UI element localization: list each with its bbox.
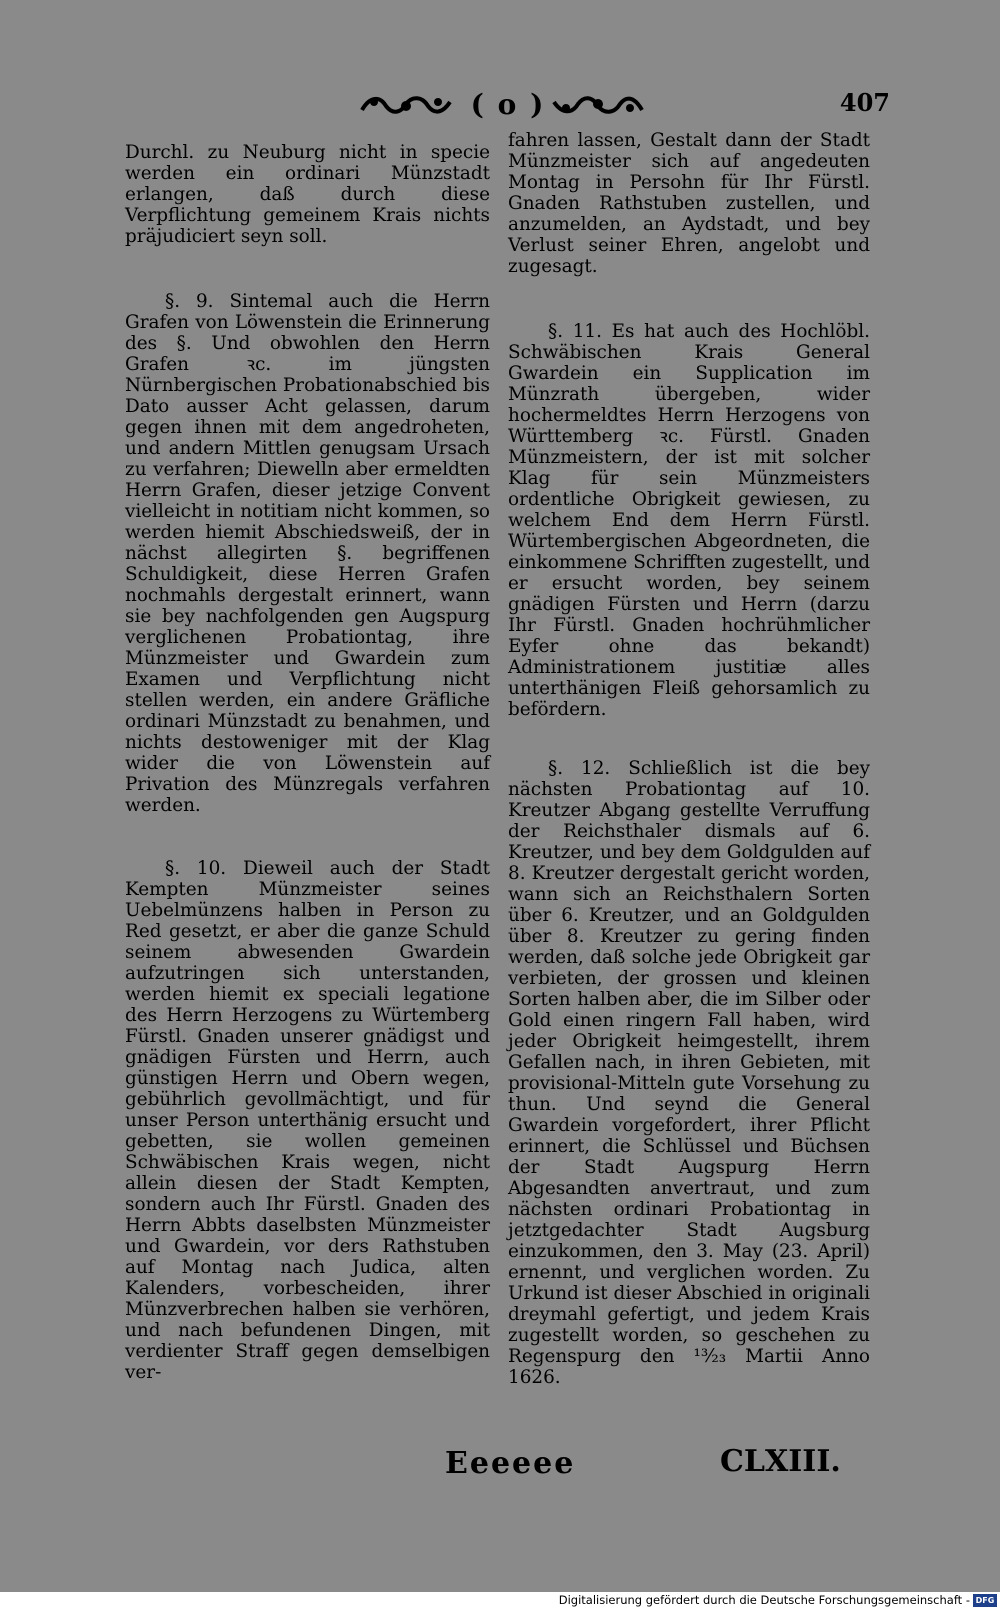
paragraph-section-9: §. 9. Sintemal auch die Herrn Grafen von Löwenstein die Erinnerung des §. Und obwohlen den Herrn Grafen ꝛc. im jüngsten Nürnbergischen Probationabschied bis Dato ausser Acht gelassen, darum gegen ihnen mit dem angedroheten, und andern Mittlen genugsam Ursach zu verfahren; Diewelln aber ermeldten Herrn Grafen, dieser jetzige Convent vielleicht in notitiam nicht kommen, so werden hiemit Abschiedsweiß, der in nächst allegirten §. begriffenen Schuldigkeit, diese Herren Grafen nochmahls dergestalt erinnert, wann sie bey nachfolgenden gen Augspurg verglichenen Probationtag, ihre Münzmeister und Gwardein zum Examen und Verpflichtung nicht stellen werden, ein andere Gräfliche ordinari Münzstadt zu benahmen, und nichts destoweniger mit der Klag wider die von Löwenstein auf Privation des Münzregals verfahren werden.	[125, 291, 490, 816]
left-column	[125, 142, 490, 1383]
credit-text: Digitalisierung gefördert durch die Deutsche Forschungsgemeinschaft -	[558, 1593, 970, 1607]
page-number: 407	[839, 88, 890, 117]
left-ornament-icon	[360, 92, 452, 118]
right-column	[508, 130, 870, 1388]
page-signature: ( o )	[470, 88, 546, 121]
page-header	[340, 88, 900, 128]
right-ornament-icon	[552, 92, 644, 118]
paragraph-continuation-right: fahren lassen, Gestalt dann der Stadt Münzmeister sich auf angedeuten Montag in Persohn für Ihr Fürstl. Gnaden Rathstuben zustellen, und anzumelden, an Aydstadt, und bey Verlust seiner Ehren, angelobt und zugesagt.	[508, 130, 870, 277]
dfg-logo-icon: DFG	[973, 1594, 997, 1607]
paragraph-section-11: §. 11. Es hat auch des Hochlöbl. Schwäbischen Krais General Gwardein ein Supplication im Münzrath übergeben, wider hochermeldtes Herrn Herzogens von Württemberg ꝛc. Fürstl. Gnaden Münzmeistern, der ist mit solcher Klag für sein Münzmeisters ordentliche Obrigkeit gewiesen, zu welchem End dem Herrn Fürstl. Würtembergischen Abgeordneten, die einkommene Schrifften zugestellt, und er ersucht worden, bey seinem gnädigen Fürsten und Herrn (darzu Ihr Fürstl. Gnaden hochrühmlicher Eyfer ohne das bekandt) Administrationem justitiæ alles unterthänigen Fleiß gehorsamlich zu befördern.	[508, 321, 870, 720]
paragraph-section-12: §. 12. Schließlich ist die bey nächsten Probationtag auf 10. Kreutzer Abgang gestellte Verruffung der Reichsthaler dismals auf 6. Kreutzer, und bey dem Goldgulden auf 8. Kreutzer dergestalt gericht worden, wann sich an Reichsthalern Sorten über 6. Kreutzer, und an Goldgulden über 8. Kreutzer zu gering finden werden, daß solche jede Obrigkeit gar verbieten, der grossen und kleinen Sorten halben aber, die im Silber oder Gold einen ringern Fall haben, wird jeder Obrigkeit heimgestellt, ihrem Gefallen nach, in ihren Gebieten, mit provisional-Mitteln gute Vorsehung zu thun. Und seynd die General Gwardein vorgefordert, ihrer Pflicht erinnert, die Schlüssel und Büchsen der Stadt Augspurg Herrn Abgesandten anvertraut, und zum nächsten ordinari Probationtag in jetztgedachter Stadt Augsburg einzukommen, den 3. May (23. April) ernennt, und verglichen worden. Zu Urkund ist dieser Abschied in originali dreymahl gefertigt, und jedem Krais zugestellt worden, so geschehen zu Regenspurg den ¹³⁄₂₃ Martii Anno 1626.	[508, 758, 870, 1388]
catchword: CLXIII.	[720, 1444, 841, 1479]
signature-mark: Eeeeee	[445, 1446, 576, 1481]
paragraph-section-10: §. 10. Dieweil auch der Stadt Kempten Münzmeister seines Uebelmünzens halben in Person zu Red gesetzt, er aber die ganze Schuld seinem abwesenden Gwardein aufzutringen sich unterstanden, werden hiemit ex speciali legatione des Herrn Herzogens zu Würtemberg Fürstl. Gnaden unserer gnädigst und gnädigen Fürsten und Herrn, auch günstigen Herrn und Obern wegen, gebührlich gevollmächtigt, und für unser Person unterthänig ersucht und gebetten, sie wollen gemeinen Schwäbischen Krais wegen, nicht allein diesen der Stadt Kempten, sondern auch Ihr Fürstl. Gnaden des Herrn Abbts daselbsten Münzmeister und Gwardein, vor ders Rathstuben auf Montag nach Judica, alten Kalenders, vorbescheiden, ihrer Münzverbrechen halben sie verhören, und nach befundenen Dingen, mit verdienter Straff gegen demselbigen ver-	[125, 858, 490, 1383]
paragraph-continuation: Durchl. zu Neuburg nicht in specie werden ein ordinari Münzstadt erlangen, daß durch diese Verpflichtung gemeinem Krais nichts präjudiciert seyn soll.	[125, 142, 490, 247]
credit-bar	[0, 1592, 1000, 1609]
